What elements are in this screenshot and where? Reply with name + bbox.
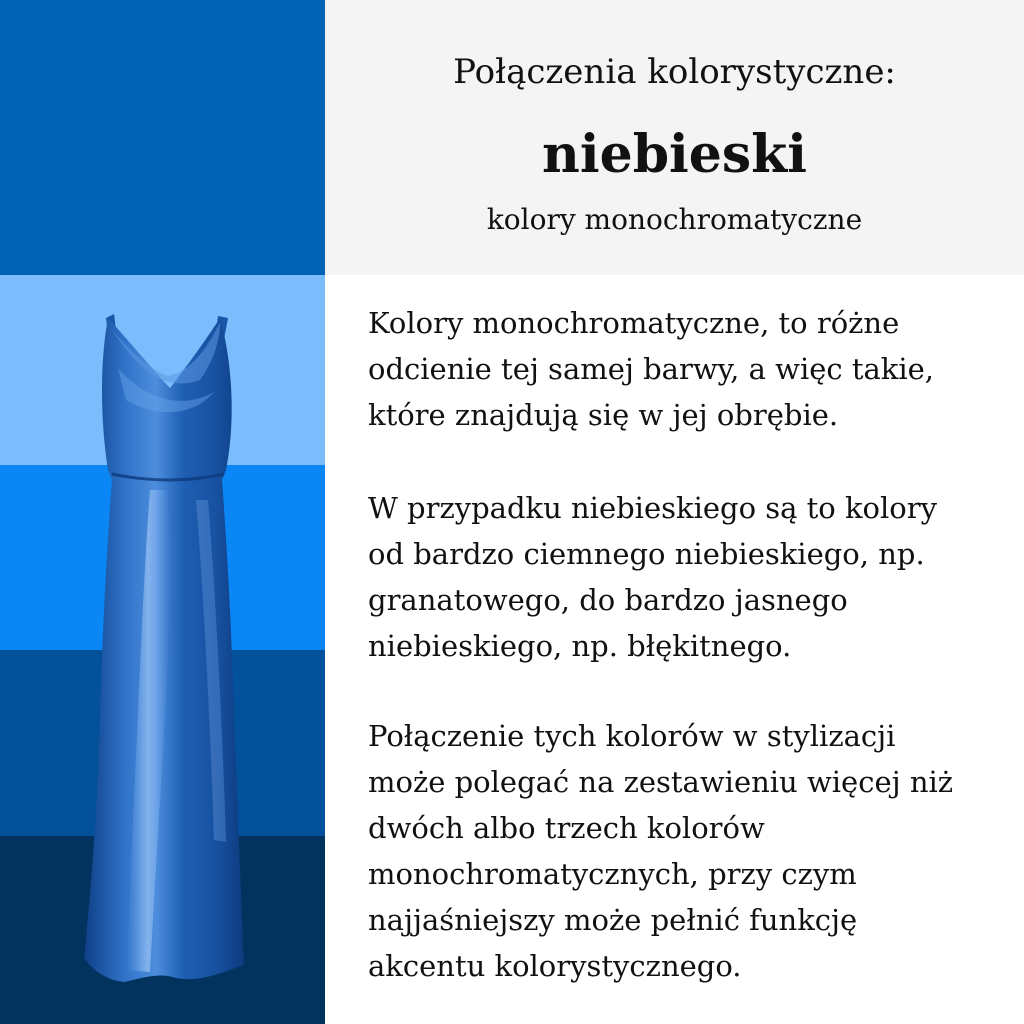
header-eyebrow: Połączenia kolorystyczne:	[453, 52, 896, 92]
text-line: monochromatycznych, przy czym	[368, 857, 857, 891]
paragraph-styling-tip	[368, 713, 1008, 989]
text-line: niebieskiego, np. błękitnego.	[368, 629, 792, 663]
text-line: odcienie tej samej barwy, a więc takie,	[368, 352, 935, 386]
page-title: niebieski	[542, 124, 807, 185]
text-line: W przypadku niebieskiego są to kolory	[368, 491, 937, 525]
text-line: Kolory monochromatyczne, to różne	[368, 306, 900, 340]
description-panel	[325, 275, 1024, 1024]
text-line: Połączenie tych kolorów w stylizacji	[368, 719, 896, 753]
title-header	[325, 0, 1024, 275]
text-line: które znajdują się w jej obrębie.	[368, 398, 839, 432]
text-line: dwóch albo trzech kolorów	[368, 811, 765, 845]
text-line: granatowego, do bardzo jasnego	[368, 583, 848, 617]
blue-satin-dress-image	[0, 0, 325, 1024]
text-line: może polegać na zestawieniu więcej niż	[368, 765, 954, 799]
paragraph-definition	[368, 300, 1008, 438]
header-subtitle: kolory monochromatyczne	[486, 203, 863, 236]
text-line: akcentu kolorystycznego.	[368, 949, 742, 983]
text-line: najjaśniejszy może pełnić funkcję	[368, 903, 858, 937]
text-line: od bardzo ciemnego niebieskiego, np.	[368, 537, 925, 571]
paragraph-blue-range	[368, 485, 1008, 669]
color-swatch-column	[0, 0, 325, 1024]
